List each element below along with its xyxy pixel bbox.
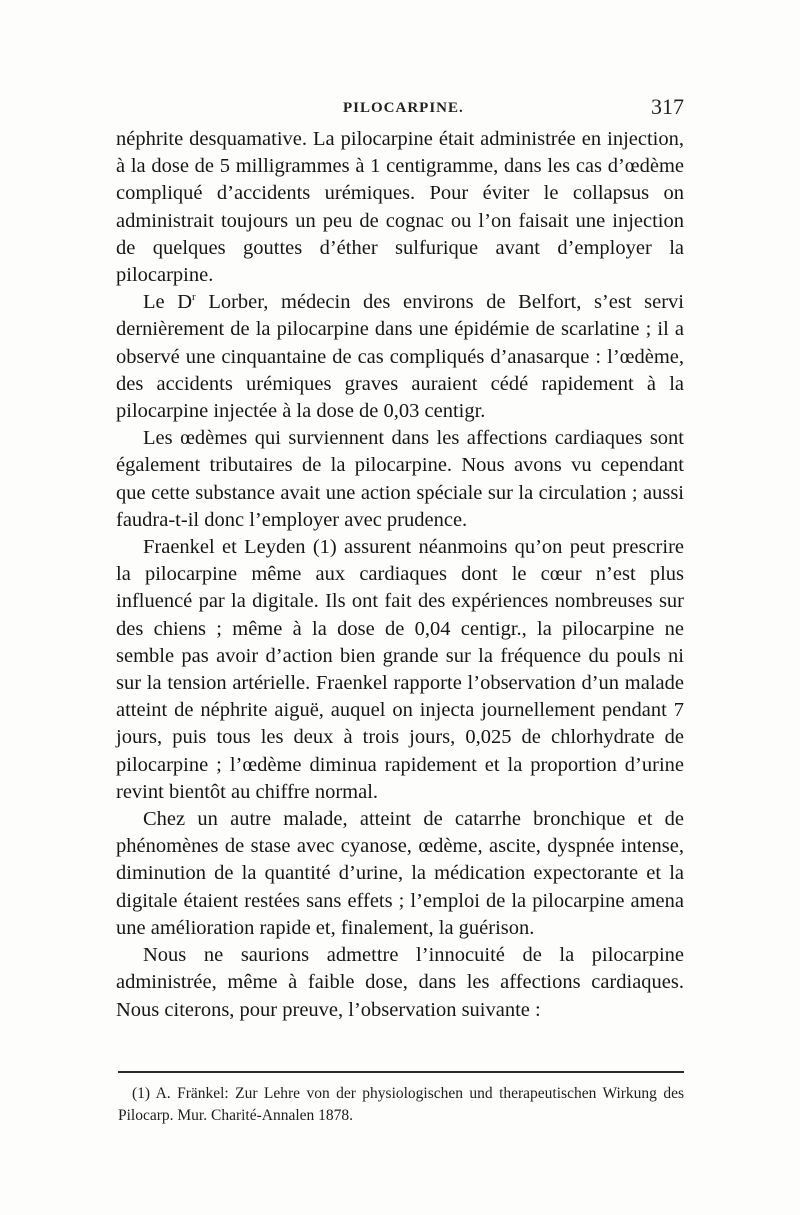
paragraph-2	[116, 289, 684, 425]
footnote-divider	[118, 1071, 684, 1073]
paragraph-1: néphrite desquamative. La pilocarpine était administrée en injection, à la dose de 5 milligrammes à 1 centigramme, dans les cas d’œdème compliqué d’accidents urémiques. Pour éviter le collapsus on administrait toujours un peu de cognac ou l’on faisait une injection de quelques gouttes d’éther sulfurique avant d’employer la pilocarpine.	[116, 128, 684, 287]
footnote-text: (1) A. Fränkel: Zur Lehre von der physiologischen und therapeutischen Wirkung des Pilocarp. Mur. Charité-Annalen 1878.	[118, 1085, 684, 1124]
paragraph-3: Les œdèmes qui surviennent dans les affections cardiaques sont également tributaires de la pilocarpine. Nous avons vu cependant que cette substance avait une action spéciale sur la circulation ; aussi faudra-t-il donc l’employer avec prudence.	[116, 427, 684, 531]
body-text	[116, 126, 684, 1024]
paragraph-2-start: Le D	[143, 291, 193, 314]
footnote	[118, 1083, 684, 1127]
page-number: 317	[651, 94, 684, 119]
paragraph-6: Nous ne saurions admettre l’innocuité de la pilocarpine administrée, même à faible dose, dans les affections cardiaques. Nous citerons, pour preuve, l’observation suivante :	[116, 944, 684, 1021]
running-title: PILOCARPINE.	[343, 100, 464, 116]
paragraph-2-rest: Lorber, médecin des environs de Belfort, s’est servi dernièrement de la pilocarpine dans une épidémie de scarlatine ; il a observé une cinquantaine de cas compliqués d’anasarque : l’œdème, des accidents urémiques graves auraient cédé rapidement à la pilocarpine injectée à la dose de 0,03 centigr.	[116, 291, 684, 423]
paragraph-5: Chez un autre malade, atteint de catarrhe bronchique et de phénomènes de stase avec cyanose, œdème, ascite, dyspnée intense, diminution de la quantité d’urine, la médication expectorante et la digitale étaient restées sans effets ; l’emploi de la pilocarpine amena une amélioration rapide et, finalement, la guérison.	[116, 808, 684, 939]
doctor-abbrev-superscript: r	[192, 291, 196, 304]
running-head	[118, 94, 684, 124]
paragraph-4: Fraenkel et Leyden (1) assurent néanmoins qu’on peut prescrire la pilocarpine même aux cardiaques dont le cœur n’est plus influencé par la digitale. Ils ont fait des expériences nombreuses sur des chiens ; même à la dose de 0,04 centigr., la pilocarpine ne semble pas avoir d’action bien grande sur la fréquence du pouls ni sur la tension artérielle. Fraenkel rapporte l’observation d’un malade atteint de néphrite aiguë, auquel on injecta journellement pendant 7 jours, puis tous les deux à trois jours, 0,025 de chlorhydrate de pilocarpine ; l’œdème diminua rapidement et la proportion d’urine revint bientôt au chiffre normal.	[116, 536, 684, 803]
